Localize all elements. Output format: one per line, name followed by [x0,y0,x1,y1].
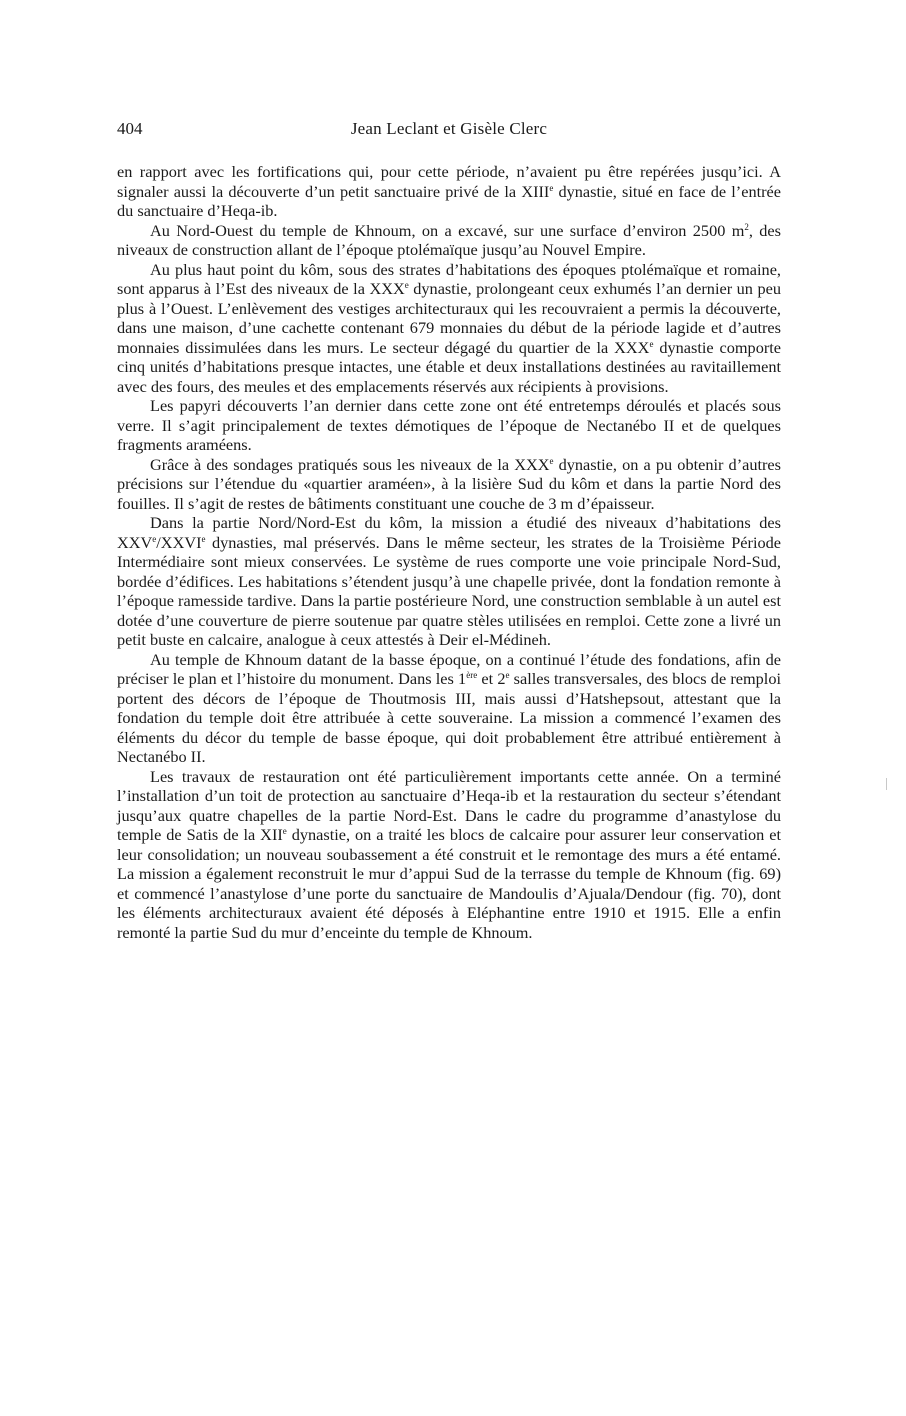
text-run: Grâce à des sondages pratiqués sous les niveaux de la XXX [150,454,550,474]
text-run: salles transversales, des blocs de remploi portent des décors de l’époque de Thoutmosis III, mais aussi d’Hatshepsout, attestant que la fondation du temple doit être attribuée à cette souveraine. La mission a commencé l’examen des éléments du décor du temple de basse époque, qui doit probablement être attribué entièrement à Nectanébo II. [117,669,781,766]
superscript: e [505,670,510,680]
paragraph [117,513,781,650]
text-run: dynastie, on a traité les blocs de calcaire pour assurer leur conservation et leur consolidation; un nouveau soubassement a été construit et le remontage des murs a été entamé. La mission a également reconstruit le mur d’appui Sud de la terrasse du temple de Khnoum (fig. 69) et commencé l’anastylose d’une porte du sanctuaire de Mandoulis d’Ajuala/Dendour (fig. 70), dont les éléments architecturaux avaient été déposés à Eléphantine entre 1910 et 1915. Elle a enfin remonté la partie Sud du mur d’enceinte du temple de Khnoum. [117,825,782,942]
text-run: dynastie, situé en face de l’entrée du sanctuaire d’Heqa-ib. [117,181,781,220]
text-run: Au plus haut point du kôm, sous des strates d’habitations des époques ptolémaïque et romaine, sont apparus à l’Est des niveaux de la XXX [117,259,781,298]
text-run: , des niveaux de construction allant de l’époque ptolémaïque jusqu’au Nouvel Empire. [117,220,781,259]
superscript: e [404,280,409,290]
text-run: dynastie comporte cinq unités d’habitations presque intactes, une étable et deux installations destinées au ravitaillement avec des fours, des meules et des emplacements réservés aux récipients à provisions. [117,337,782,396]
text-run: dynastie, on a pu obtenir d’autres précisions sur l’étendue du «quartier araméen», à la lisière Sud du kôm et dans la partie Nord des fouilles. Il s’agit de restes de bâtiments constituant une couche de 3 m d’épaisseur. [117,454,781,513]
text-run: et 2 [477,669,506,688]
paragraph [117,221,781,260]
superscript: e [549,455,554,466]
text-run: Au temple de Khnoum datant de la basse époque, on a continué l’étude des fondations, afin de préciser le plan et l’histoire du monument. Dans les 1 [117,649,781,688]
paragraph [117,162,781,221]
paragraph [117,650,781,767]
superscript: e [549,182,554,193]
superscript: 2 [744,221,749,232]
margin-mark [886,778,887,790]
paragraph [117,767,781,943]
superscript: e [152,533,157,544]
superscript: e [201,533,206,544]
running-header [117,118,781,140]
body-text [117,162,781,942]
superscript: e [649,338,654,349]
running-title: Jean Leclant et Gisèle Clerc [350,119,548,138]
text-run: dynasties, mal préservés. Dans le même secteur, les strates de la Troisième Période Intermédiaire sont mieux conservées. Le système de rues comporte une voie principale Nord-Sud, bordée d’édifices. Les habitations s’étendent jusqu’à une chapelle privée, dont la fondation remonte à l’époque ramesside tardive. Dans la partie postérieure Nord, une construction semblable à un autel est dotée d’une couverture de pierre soutenue par quatre stèles utilisées en remploi. Cette zone a livré un petit buste en calcaire, analogue à ceux attestés à Deir el-Médineh. [117,532,781,649]
text-run: Au Nord-Ouest du temple de Khnoum, on a excavé, sur une surface d’environ 2500 m [150,220,745,240]
paragraph [117,260,781,397]
text-run: Les papyri découverts l’an dernier dans cette zone ont été entretemps déroulés et placés sous verre. Il s’agit principalement de textes démotiques de l’époque de Nectanébo II et de quelques fragments araméens. [117,396,781,454]
text-run: dynastie, prolongeant ceux exhumés l’an dernier un peu plus à l’Ouest. L’enlèvement des vestiges architecturaux qui les recouvraient a permis la découverte, dans une maison, d’une cachette contenant 679 monnaies du début de la période lagide et d’autres monnaies dissimulées dans les murs. Le secteur dégagé du quartier de la XXX [117,279,781,357]
superscript: ère [466,670,478,680]
text-run: Dans la partie Nord/Nord-Est du kôm, la mission a étudié des niveaux d’habitations des XXV [117,513,781,552]
superscript: e [282,826,287,836]
paragraph [117,455,781,514]
text-run: /XXVI [156,532,202,552]
paragraph [117,396,781,455]
page-number: 404 [117,119,143,138]
text-run: Les travaux de restauration ont été particulièrement importants cette année. On a terminé l’installation d’un toit de protection au sanctuaire d’Heqa-ib et la restauration du secteur s’étendant jusqu’aux quatre chapelles de la partie Nord-Est. Dans le cadre du programme d’anastylose du temple de Satis de la XII [117,766,781,844]
text-run: en rapport avec les fortifications qui, pour cette période, n’avaient pu être repérées jusqu’ici. A signaler aussi la découverte d’un petit sanctuaire privé de la XIII [117,162,781,201]
